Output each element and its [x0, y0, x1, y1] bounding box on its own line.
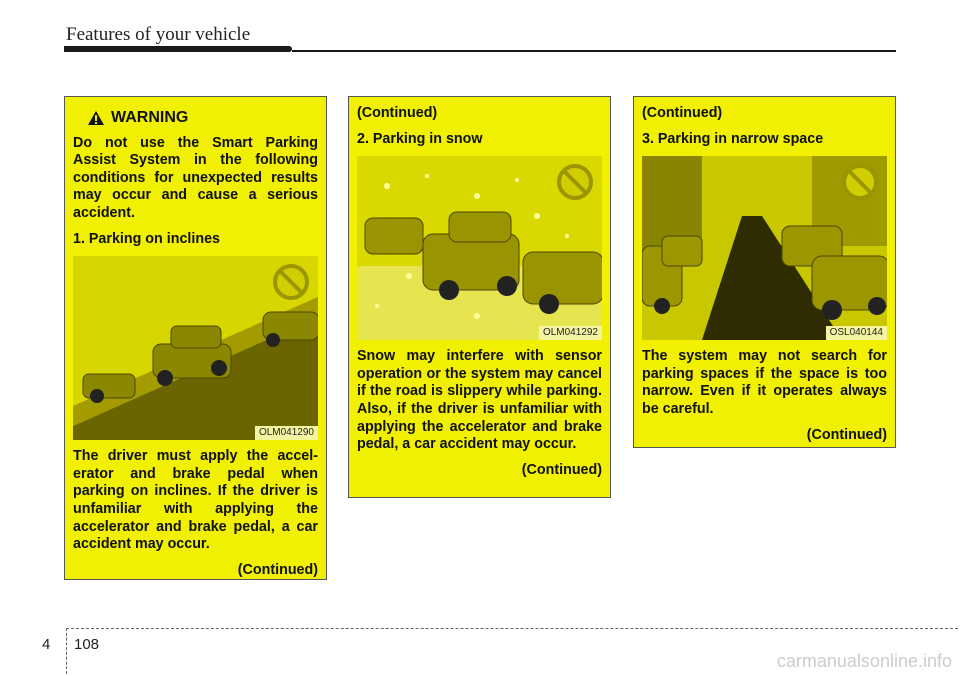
warning-triangle-icon — [87, 110, 105, 126]
header-rule-thick — [64, 46, 292, 52]
body-text: Snow may interfere with sensor operation or the system may cancel if the road is slippery while parking. Also, if the driver is unfamiliar with applying the accelerator and brake pedal, a car accident may occur. — [357, 348, 602, 453]
header-rule-thin — [292, 50, 896, 52]
warning-box-narrow-space — [633, 96, 896, 448]
illustration-parking-narrow — [642, 156, 887, 340]
no-sign-icon — [844, 166, 876, 198]
footer-divider — [66, 628, 68, 674]
continued-label: (Continued) — [806, 426, 887, 443]
continued-label: (Continued) — [237, 561, 318, 578]
no-sign-icon — [559, 166, 591, 198]
item-title: 2. Parking in snow — [357, 130, 483, 147]
illustration-parking-snow — [357, 156, 602, 340]
warning-box-inclines — [64, 96, 327, 580]
image-code: OSL040144 — [826, 326, 887, 340]
continued-label: (Continued) — [521, 461, 602, 478]
continued-top-label: (Continued) — [642, 105, 723, 121]
item-title: 3. Parking in narrow space — [642, 130, 824, 147]
body-text: The system may not search for parking spaces if the space is too narrow. Even if it operates always be careful. — [642, 348, 887, 417]
continued-top-label: (Continued) — [357, 105, 438, 121]
page-number: 108 — [74, 636, 100, 653]
warning-box-snow — [348, 96, 611, 498]
chapter-number: 4 — [42, 636, 51, 653]
warning-intro-text: Do not use the Smart Parking Assist System in the following conditions for unexpected results may occur and cause a serious accident. — [73, 134, 318, 221]
image-code: OLM041290 — [255, 426, 318, 440]
footer-rule — [66, 628, 958, 630]
item-title: 1. Parking on inclines — [73, 230, 220, 247]
warning-heading — [87, 109, 318, 127]
illustration-parking-incline — [73, 256, 318, 440]
body-text: The driver must apply the accel-erator and brake pedal when parking on inclines. If the driver is unfamiliar with applying the accelerator and brake pedal, a car accident may occur. — [73, 448, 318, 553]
no-sign-icon — [275, 266, 307, 298]
warning-label: WARNING — [111, 109, 189, 126]
watermark-text: carmanualsonline.info — [776, 651, 952, 671]
image-code: OLM041292 — [539, 326, 602, 340]
page-header-title: Features of your vehicle — [66, 24, 251, 45]
